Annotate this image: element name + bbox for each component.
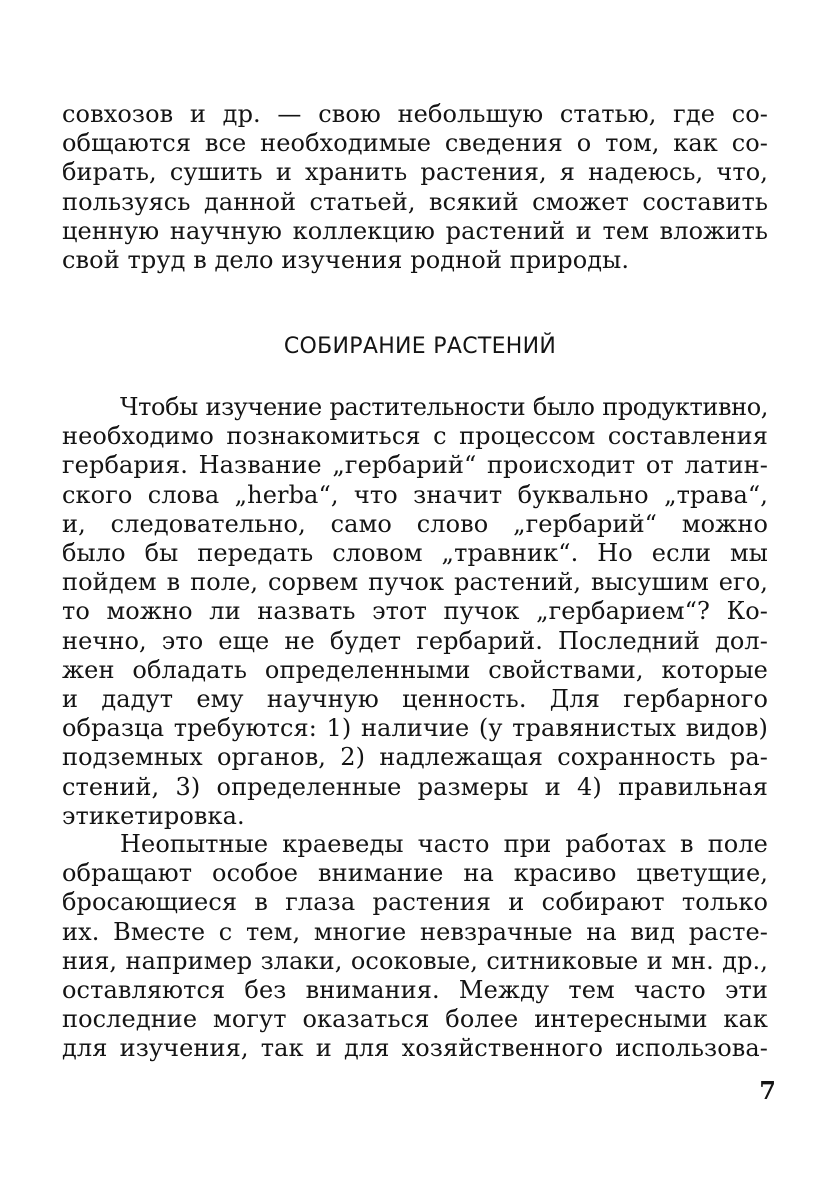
text-line: пойдем в поле, сорвем пучок растений, высушим его, (62, 568, 768, 597)
text-line: Неопытные краеведы часто при работах в поле (120, 830, 768, 858)
text-line: стений, 3) определенные размеры и 4) правильная (62, 772, 768, 801)
text-line: гербария. Название „гербарий“ происходит от латин- (62, 451, 768, 480)
text-line: оставляются без внимания. Между тем часто эти (62, 976, 768, 1005)
text-line: Чтобы изучение растительности было продуктивно, (120, 393, 768, 421)
text-line: нечно, это еще не будет гербарий. Последний дол- (62, 626, 768, 655)
text-line: и, следовательно, само слово „гербарий“ можно (62, 509, 768, 538)
text-line: ния, например злаки, осоковые, ситниковые и мн. др., (62, 946, 768, 975)
paragraph-herbarium-definition (62, 393, 768, 831)
text-line: последние могут оказаться более интересными как (62, 1005, 768, 1034)
page-number: 7 (759, 1076, 776, 1105)
text-line: и дадут ему научную ценность. Для гербарного (62, 685, 768, 714)
text-line: обращают особое внимание на красиво цветущие, (62, 859, 768, 888)
text-line: необходимо познакомиться с процессом составления (62, 422, 768, 451)
text-line: свой труд в дело изучения родной природы. (62, 246, 630, 275)
text-line: подземных органов, 2) надлежащая сохранность ра- (62, 743, 768, 772)
text-line: образца требуются: 1) наличие (у травянистых видов) (62, 714, 768, 743)
text-line: для изучения, так и для хозяйственного использова- (62, 1034, 768, 1063)
text-line: пользуясь данной статьей, всякий сможет составить (62, 187, 768, 216)
text-line: жен обладать определенными свойствами, которые (62, 655, 768, 684)
paragraph-collecting-advice (62, 830, 768, 1064)
text-line: было бы передать словом „травник“. Но если мы (62, 539, 768, 568)
section-heading: СОБИРАНИЕ РАСТЕНИЙ (283, 334, 557, 359)
text-line: общаются все необходимые сведения о том, как со- (62, 129, 768, 158)
text-line: ценную научную коллекцию растений и тем вложить (62, 216, 768, 245)
text-line: то можно ли назвать этот пучок „гербарием“? Ко- (62, 597, 768, 626)
text-line: ского слова „herba“, что значит буквально „трава“, (62, 480, 768, 509)
text-line: бросающиеся в глаза растения и собирают только (62, 888, 768, 917)
text-line: этикетировка. (62, 801, 245, 830)
text-line: совхозов и др. — свою небольшую статью, где со- (62, 100, 768, 128)
text-line: их. Вместе с тем, многие невзрачные на вид расте- (62, 917, 768, 946)
text-line: бирать, сушить и хранить растения, я надеюсь, что, (62, 158, 768, 187)
paragraph-intro-continuation (62, 100, 768, 275)
